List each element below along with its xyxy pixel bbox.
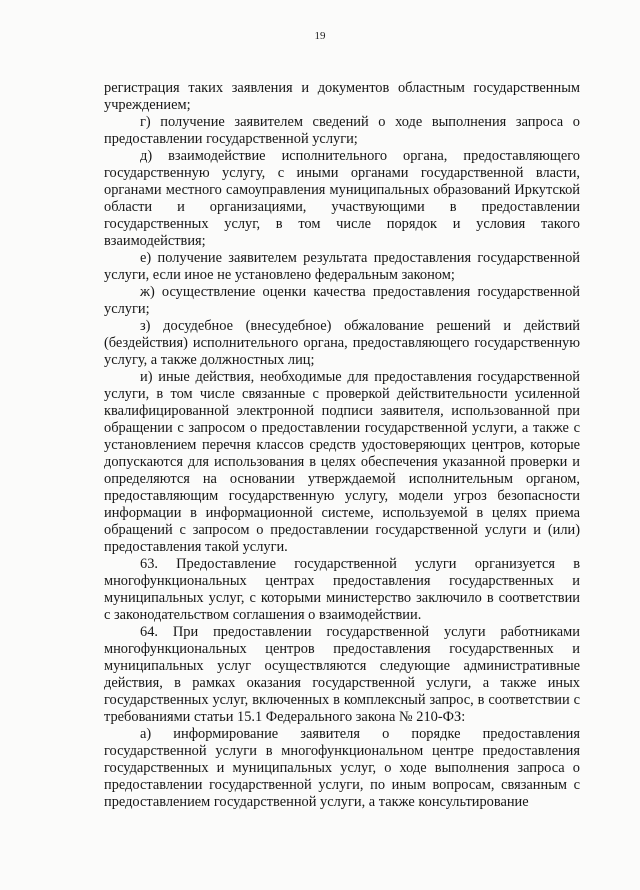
- paragraph-64: 64. При предоставлении государственной услуги работниками многофункциональных центров предоставления государственных и муниципальных услуг осуществляются следующие административные действия, в рамках оказания государственной услуги, а также иных государственных услуг, включенных в комплексный запрос, в соответствии с требованиями статьи 15.1 Федерального закона № 210-ФЗ:: [104, 624, 580, 725]
- document-body: [104, 80, 580, 811]
- paragraph-item-g: г) получение заявителем сведений о ходе выполнения запроса о предоставлении государственной услуги;: [104, 114, 580, 147]
- paragraph-item-e: е) получение заявителем результата предоставления государственной услуги, если иное не установлено федеральным законом;: [104, 250, 580, 283]
- paragraph-item-i: и) иные действия, необходимые для предоставления государственной услуги, в том числе связанные с проверкой действительности усиленной квалифицированной электронной подписи заявителя, использованной при обращении с запросом о предоставлении государственной услуги, а также с установлением перечня классов средств удостоверяющих центров, которые допускаются для использования в целях обеспечения указанной проверки и определяются на основании утверждаемой исполнительным органом, предоставляющим государственную услугу, модели угроз безопасности информации в информационной системе, используемой в целях приема обращений с запросом о предоставлении государственной услуги и (или) предоставления такой услуги.: [104, 369, 580, 555]
- paragraph-item-a: а) информирование заявителя о порядке предоставления государственной услуги в многофункциональном центре предоставления государственных и муниципальных услуг, о ходе выполнения запроса о предоставлении государственной услуги, по иным вопросам, связанным с предоставлением государственной услуги, а также консультирование: [104, 726, 580, 810]
- paragraph-item-z: з) досудебное (внесудебное) обжалование решений и действий (бездействия) исполнительного органа, предоставляющего государственную услугу, а также должностных лиц;: [104, 318, 580, 368]
- paragraph-registration-end: регистрация таких заявления и документов областным государственным учреждением;: [104, 80, 580, 113]
- paragraph-item-d: д) взаимодействие исполнительного органа, предоставляющего государственную услугу, с иными органами государственной власти, органами местного самоуправления муниципальных образований Иркутской области и организациями, участвующими в предоставлении государственных услуг, в том числе порядок и условия такого взаимодействия;: [104, 148, 580, 249]
- paragraph-63: 63. Предоставление государственной услуги организуется в многофункциональных центрах предоставления государственных и муниципальных услуг, с которыми министерство заключило в соответствии с законодательством соглашения о взаимодействии.: [104, 556, 580, 623]
- paragraph-item-zh: ж) осуществление оценки качества предоставления государственной услуги;: [104, 284, 580, 317]
- page-number: 19: [314, 30, 326, 42]
